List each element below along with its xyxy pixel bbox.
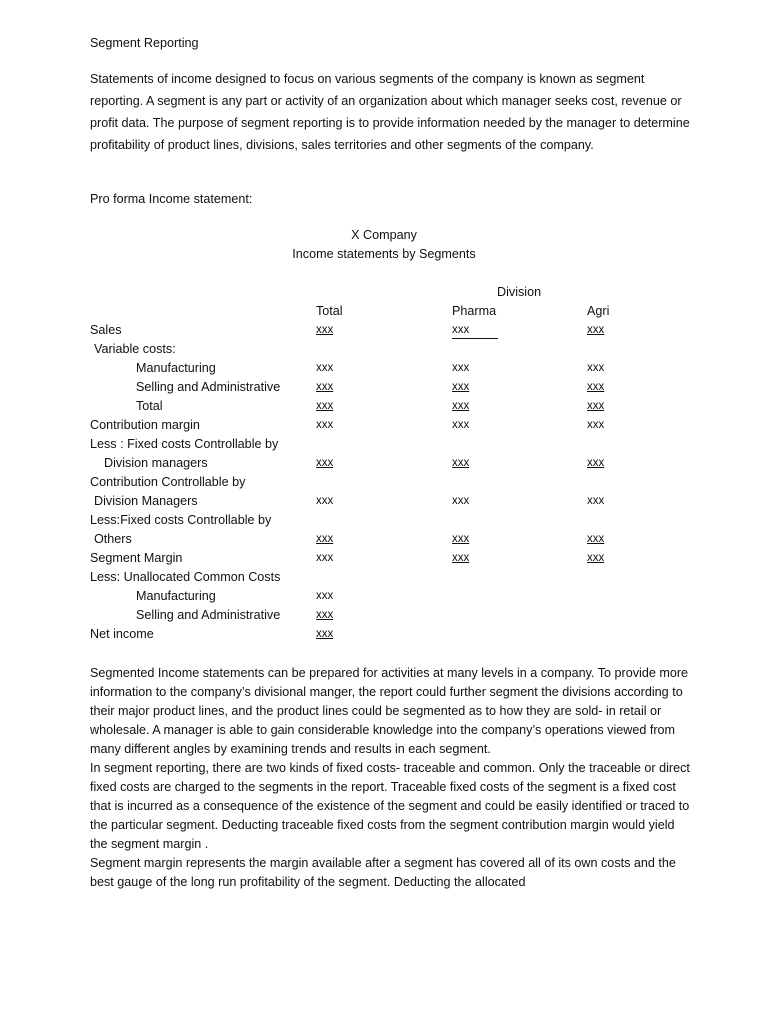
value-text: xxx	[316, 381, 334, 393]
value-text: xxx	[587, 495, 605, 507]
value-text: xxx	[316, 419, 334, 431]
row-value-total	[316, 625, 333, 644]
column-header-total: Total	[316, 304, 343, 318]
value-text: xxx	[587, 533, 605, 545]
value-text: xxx	[316, 324, 334, 336]
value-text: xxx	[452, 552, 470, 564]
row-value-total	[316, 416, 333, 435]
row-label: Less : Fixed costs Controllable by	[90, 437, 279, 451]
value-text: xxx	[452, 362, 470, 374]
row-value-pharma	[452, 321, 498, 340]
value-text: xxx	[587, 381, 605, 393]
row-label: Selling and Administrative	[136, 380, 281, 394]
row-value-agri	[587, 416, 604, 435]
row-value-total	[316, 454, 333, 473]
value-text: xxx	[587, 552, 605, 564]
value-text: xxx	[316, 628, 334, 640]
value-text: xxx	[316, 400, 334, 412]
intro-paragraph: Statements of income designed to focus on various segments of the company is known as segment reporting. A segment is any part or activity of an organization about which manager seeks cost, revenue or profit data. The purpose of segment reporting is to provide information needed by the manager to determine profitability of product lines, divisions, sales territories and other segments of the company.	[90, 72, 690, 152]
pro-forma-label: Pro forma Income statement:	[90, 192, 253, 206]
value-text: xxx	[316, 362, 334, 374]
row-value-pharma	[452, 378, 469, 397]
row-label: Division managers	[104, 456, 208, 470]
row-label: Less:Fixed costs Controllable by	[90, 513, 272, 527]
row-value-pharma	[452, 492, 469, 511]
column-header-pharma: Pharma	[452, 304, 497, 318]
row-value-pharma	[452, 359, 469, 378]
value-text: xxx	[316, 533, 334, 545]
row-value-agri	[587, 397, 604, 416]
row-value-total	[316, 530, 333, 549]
value-text: xxx	[452, 457, 470, 469]
row-value-pharma	[452, 416, 469, 435]
value-text: xxx	[452, 419, 470, 431]
value-text: xxx	[316, 457, 334, 469]
value-text: xxx	[452, 533, 470, 545]
row-label: Variable costs:	[94, 342, 176, 356]
row-label: Net income	[90, 627, 154, 641]
row-value-pharma	[452, 530, 469, 549]
company-name: X Company	[351, 228, 417, 242]
row-label: Contribution Controllable by	[90, 475, 246, 489]
statement-subtitle: Income statements by Segments	[292, 247, 476, 261]
row-value-agri	[587, 359, 604, 378]
row-label: Segment Margin	[90, 551, 183, 565]
value-text: xxx	[587, 419, 605, 431]
row-value-total	[316, 397, 333, 416]
value-text: xxx	[452, 400, 470, 412]
document-title: Segment Reporting	[90, 36, 199, 50]
row-label: Contribution margin	[90, 418, 200, 432]
value-text: xxx	[587, 400, 605, 412]
value-text: xxx	[587, 457, 605, 469]
row-value-agri	[587, 549, 604, 568]
row-label: Manufacturing	[136, 589, 216, 603]
row-value-total	[316, 321, 333, 340]
value-text: xxx	[587, 324, 605, 336]
row-label: Sales	[90, 323, 122, 337]
value-text: xxx	[452, 381, 470, 393]
value-text: xxx	[316, 552, 334, 564]
row-value-total	[316, 492, 333, 511]
row-label: Others	[94, 532, 132, 546]
row-value-agri	[587, 378, 604, 397]
row-value-total	[316, 378, 333, 397]
value-text: xxx	[452, 495, 470, 507]
row-value-agri	[587, 321, 604, 340]
row-value-total	[316, 549, 333, 568]
division-header: Division	[497, 285, 542, 299]
row-value-total	[316, 359, 333, 378]
body-paragraph: Segmented Income statements can be prepared for activities at many levels in a company. To provide more information to the company’s divisional manger, the report could further segment the divisions according to their major product lines, and the product lines could be segmented as to how they are sold- in retail or wholesale. A manager is able to gain considerable knowledge into the company’s operations viewed from many different angles by examining trends and results in each segment. In segment reporting, there are two kinds of fixed costs- traceable and common. Only the traceable or direct fixed costs are charged to the segments in the report. Traceable fixed costs of the segment is a fixed cost that is incurred as a consequence of the existence of the segment and could be easily identified or traced to the particular segment. Deducting traceable fixed costs from the segment contribution margin would yield the segment margin . Segment margin represents the margin available after a segment has covered all of its own costs and the best gauge of the long run profitability of the segment. Deducting the allocated	[90, 666, 690, 889]
row-value-pharma	[452, 397, 469, 416]
row-label: Total	[136, 399, 163, 413]
row-label: Manufacturing	[136, 361, 216, 375]
row-value-agri	[587, 530, 604, 549]
column-header-agri: Agri	[587, 304, 610, 318]
value-text: xxx	[316, 495, 334, 507]
row-value-agri	[587, 492, 604, 511]
row-value-total	[316, 606, 333, 625]
row-label: Division Managers	[94, 494, 198, 508]
row-value-agri	[587, 454, 604, 473]
row-label: Selling and Administrative	[136, 608, 281, 622]
row-label: Less: Unallocated Common Costs	[90, 570, 281, 584]
row-value-pharma	[452, 549, 469, 568]
value-text: xxx	[452, 323, 498, 339]
value-text: xxx	[316, 590, 334, 602]
value-text: xxx	[587, 362, 605, 374]
row-value-pharma	[452, 454, 469, 473]
value-text: xxx	[316, 609, 334, 621]
row-value-total	[316, 587, 333, 606]
